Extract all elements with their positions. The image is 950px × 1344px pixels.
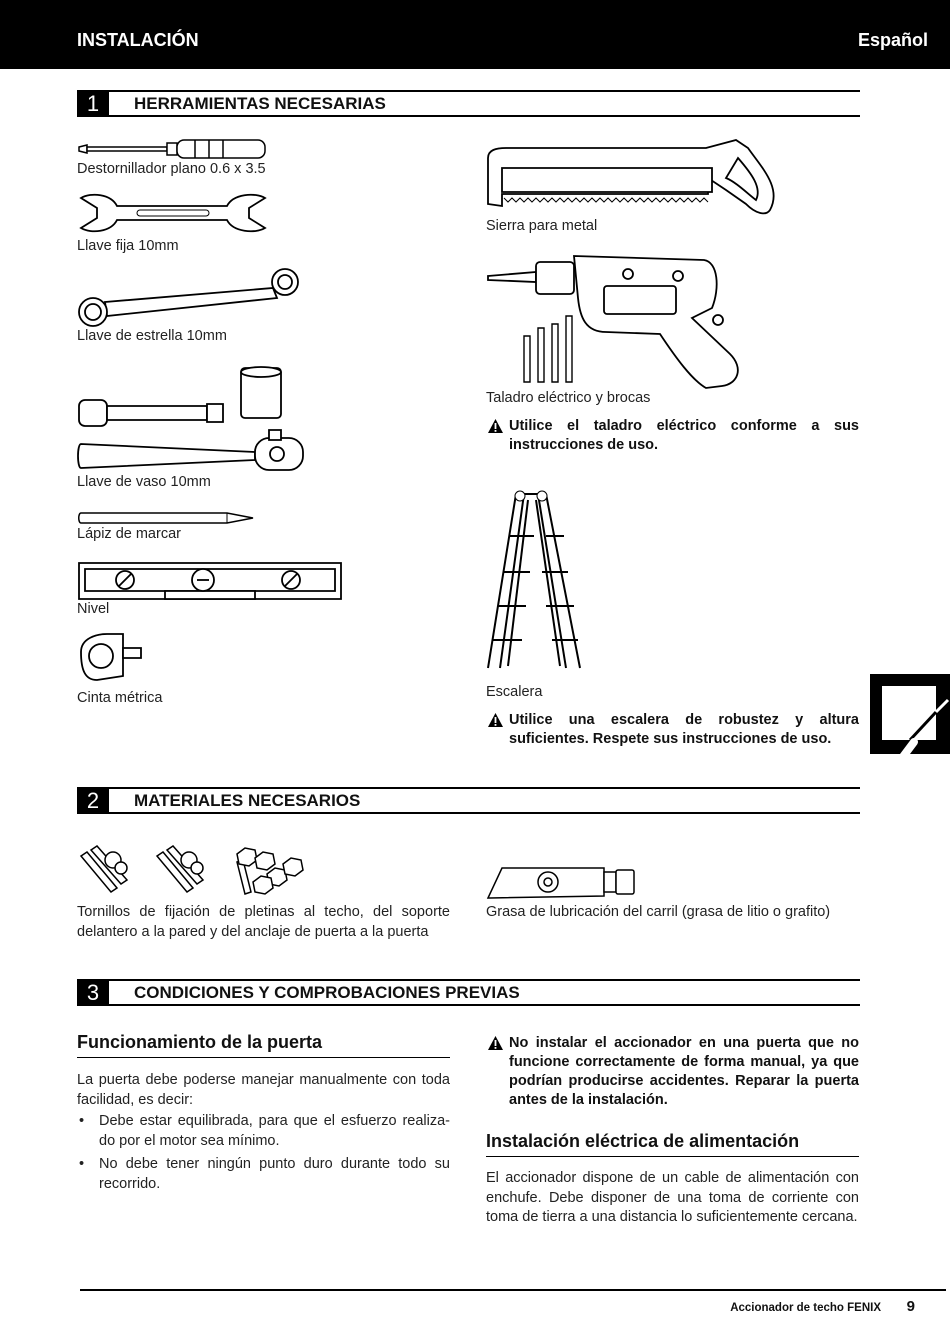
ladder-label: Escalera xyxy=(486,684,543,700)
section-1-header xyxy=(77,90,860,117)
electrical-text: El accionador dispone de un cable de alimentación con enchufe. Debe disponer de una toma de corriente con toma de tierra a una distancia lo suficientemente cercana. xyxy=(486,1170,859,1225)
level-label: Nivel xyxy=(77,601,110,617)
ring-spanner-label: Llave de estrella 10mm xyxy=(77,328,227,344)
door-requirements-list xyxy=(77,1112,450,1198)
drill-warning xyxy=(509,417,859,455)
ladder-warning-text: Utilice una escalera de robustez y altura suficientes. Respete sus instrucciones de uso. xyxy=(509,712,859,747)
wrench-label: Llave fija 10mm xyxy=(77,238,179,254)
section-number: 2 xyxy=(77,789,109,812)
drill-label: Taladro eléctrico y brocas xyxy=(486,390,651,406)
grease-tube-icon xyxy=(486,864,638,900)
warning-icon xyxy=(487,712,504,728)
tape-measure-label: Cinta métrica xyxy=(77,690,163,706)
list-item: • Debe estar equilibrada, para que el esfuerzo realiza- do por el motor sea mínimo. xyxy=(77,1112,450,1151)
list-item: • No debe tener ningún punto duro durante todo su recorrido. xyxy=(77,1155,450,1194)
pencil-label: Lápiz de marcar xyxy=(77,526,181,542)
page-number: 9 xyxy=(906,1298,915,1315)
electrical-heading: Instalación eléctrica de alimentación xyxy=(486,1131,859,1157)
screwdriver-icon xyxy=(77,137,269,161)
wrench-icon xyxy=(77,192,269,236)
ring-spanner-icon xyxy=(77,268,303,332)
screwdriver-icon xyxy=(880,684,940,744)
ladder-icon xyxy=(486,488,586,672)
level-icon xyxy=(77,561,343,601)
footer-divider xyxy=(80,1289,946,1291)
page-header xyxy=(0,0,950,69)
socket-wrench-label: Llave de vaso 10mm xyxy=(77,474,211,490)
ladder-warning xyxy=(509,711,859,749)
hacksaw-icon xyxy=(486,138,778,220)
screws-icon xyxy=(77,844,307,902)
door-operation-text: La puerta debe poderse manejar manualmente con toda facilidad, es decir: xyxy=(77,1072,450,1108)
section-number: 3 xyxy=(77,981,109,1004)
door-operation-heading: Funcionamiento de la puerta xyxy=(77,1032,450,1058)
section-heading: HERRAMIENTAS NECESARIAS xyxy=(134,94,386,113)
warning-icon xyxy=(487,418,504,434)
tape-measure-icon xyxy=(77,632,147,686)
section-heading: MATERIALES NECESARIOS xyxy=(134,791,361,810)
warning-icon xyxy=(487,1035,504,1051)
hacksaw-label: Sierra para metal xyxy=(486,218,598,234)
section-number: 1 xyxy=(77,92,109,115)
socket-wrench-icon xyxy=(77,366,309,476)
screwdriver-label: Destornillador plano 0.6 x 3.5 xyxy=(77,161,266,177)
section-heading: CONDICIONES Y COMPROBACIONES PREVIAS xyxy=(134,983,520,1002)
door-warning-text: No instalar el accionador en una puerta que no funcione correctamente de forma manual, ya que podrían producirse accidentes. Reparar la puerta antes de la instalación. xyxy=(509,1035,859,1108)
grease-description: Grasa de lubricación del carril (grasa de litio o grafito) xyxy=(486,904,831,920)
language-label: Español xyxy=(857,30,928,50)
pencil-icon xyxy=(77,510,255,526)
footer-product: Accionador de techo FENIX xyxy=(730,1302,881,1314)
installation-side-tab xyxy=(870,674,950,754)
section-2-header xyxy=(77,787,860,814)
section-3-header xyxy=(77,979,860,1006)
section-title: INSTALACIÓN xyxy=(77,30,199,50)
screws-description: Tornillos de fijación de pletinas al techo, del soporte delantero a la pared y del anclaje de puerta a la puerta xyxy=(77,904,450,940)
door-warning xyxy=(509,1034,859,1110)
drill-warning-text: Utilice el taladro eléctrico conforme a sus instrucciones de uso. xyxy=(509,418,859,453)
drill-icon xyxy=(486,248,748,390)
